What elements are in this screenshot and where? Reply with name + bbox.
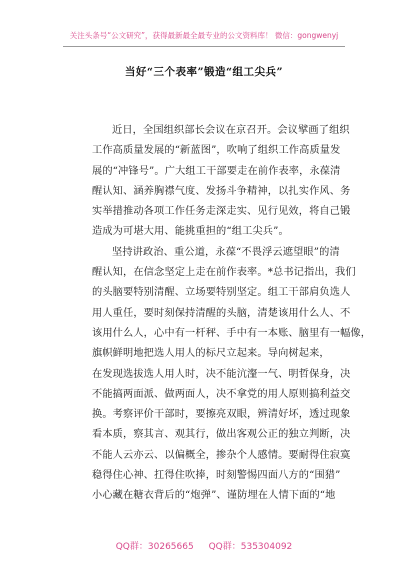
body-line: 工作高质量发展的“新蓝图”，吹响了组织工作高质量发: [92, 145, 341, 157]
footer: [0, 539, 408, 552]
header-banner: 关注头条号“公文研究”，获得最新最全最专业的公文资料库！ 微信：gongwenyj: [69, 31, 339, 40]
body-line: 换。考察评价干部时，要擦亮双眼，辨清好坏，透过现象: [92, 409, 351, 421]
body-line: 看本质，察其言、观其行，做出客观公正的独立判断，决: [92, 429, 351, 441]
header-divider: [63, 46, 345, 47]
body-line: 的头脑要特别清醒、立场要特别坚定。组工干部肩负选人: [92, 287, 351, 299]
document-title: 当好“三个表率”锻造“组工尖兵”: [124, 66, 284, 78]
body-line: 展的“冲锋号”。广大组工干部要走在前作表率，永葆清: [92, 165, 341, 177]
body-line: 该用什么人，心中有一杆秤、手中有一本账、脑里有一幅像，: [92, 327, 372, 339]
body-line: 不能人云亦云、以偏概全，掺杂个人感情。要耐得住寂寞: [92, 449, 351, 461]
body-line: 小心藏在糖衣背后的“炮弹”、谨防埋在人情下面的“地: [92, 490, 336, 502]
footer-qq-group-1: QQ群：30265665: [115, 542, 194, 552]
body-line: 醒认知，在信念坚定上走在前作表率。*总书记指出，我们: [92, 267, 356, 279]
body-line: 醒认知、涵养胸襟气度、发扬斗争精神，以扎实作风、务: [92, 185, 351, 197]
footer-qq-group-2: QQ群：535304092: [208, 542, 293, 552]
body-line: 近日，全国组织部长会议在京召开。会议擘画了组织: [112, 125, 350, 136]
body-line: 旗帜鲜明地把选人用人的标尺立起来。导向树起来，: [92, 348, 330, 360]
document-body: [92, 121, 372, 507]
body-line: 稳得住心神、扛得住吹捧，时刻警惕四面八方的“围猎”: [92, 470, 341, 482]
body-line: 坚持讲政治、重公道，永葆“不畏浮云遮望眼”的清: [112, 246, 340, 258]
body-line: 在发现选拔选人用人时，决不能沆瀣一气、明哲保身，决: [92, 368, 351, 380]
body-line: 用人重任，要时刻保持清醒的头脑，清楚该用什么人、不: [92, 307, 351, 319]
body-line: 不能搞两面派、做两面人，决不拿党的用人原则搞利益交: [92, 388, 351, 400]
body-line: 实举措推动各项工作任务走深走实、见行见效，将自己锻: [92, 206, 351, 218]
body-line: 造成为可堪大用、能挑重担的“组工尖兵”。: [92, 226, 289, 238]
